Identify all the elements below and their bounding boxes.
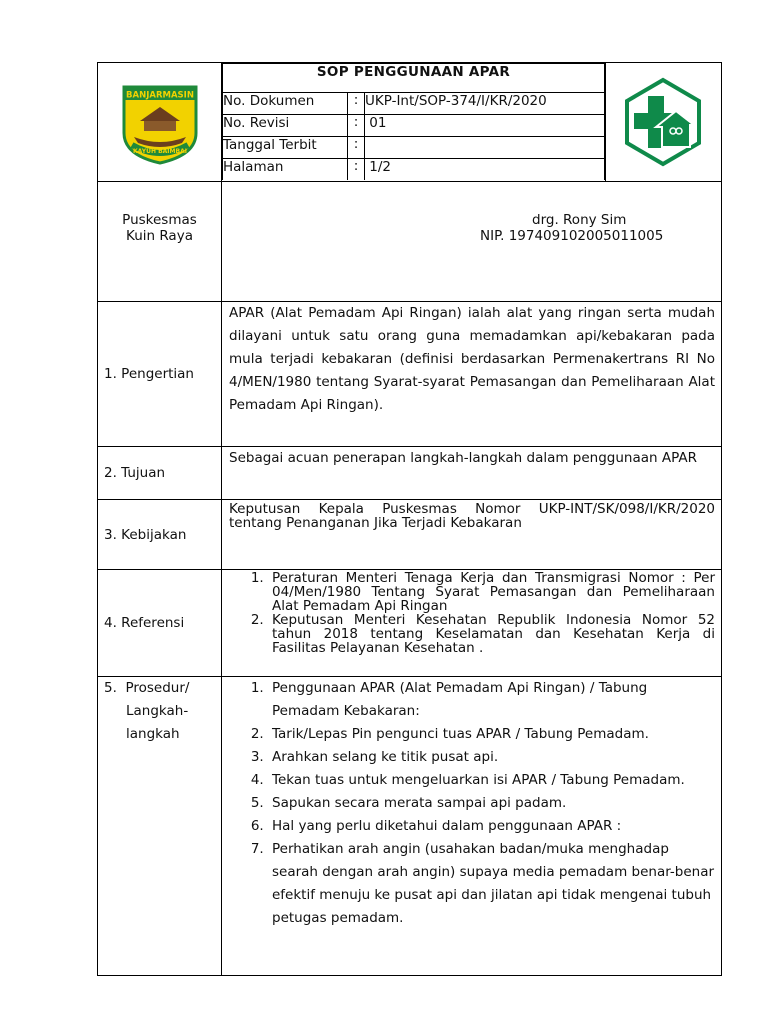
section-prosedur (98, 677, 722, 976)
document-meta-table (222, 63, 605, 180)
section-content: Sebagai acuan penerapan langkah-langkah dalam penggunaan APAR (222, 447, 722, 500)
section-content (222, 570, 722, 677)
list-item: 7. Perhatikan arah angin (usahakan badan/muka menghadap searah dengan arah angin) supaya media pemadam benar-benar efektif menuju ke pusat api dan jilatan api tidak mengenai tubuh petugas pemadam. (268, 838, 715, 930)
section-label (98, 677, 222, 976)
section-pengertian (98, 302, 722, 447)
signer-nip: NIP. 197409102005011005 (480, 228, 664, 244)
organization-name-line1: Puskesmas (122, 212, 197, 228)
meta-value: UKP-Int/SOP-374/I/KR/2020 (365, 93, 605, 115)
organization-name-line2: Kuin Raya (126, 228, 193, 244)
header-row (98, 63, 722, 182)
emblem-top-text: BANJARMASIN (126, 90, 194, 101)
meta-label: Halaman (223, 159, 348, 181)
left-logo-cell (98, 63, 222, 182)
meta-label: No. Revisi (223, 115, 348, 137)
meta-label: No. Dokumen (223, 93, 348, 115)
list-item: 2. Tarik/Lepas Pin pengunci tuas APAR / Tabung Pemadam. (268, 723, 715, 746)
approval-row (98, 182, 722, 302)
reference-list (222, 571, 715, 655)
section-label: 2. Tujuan (98, 447, 222, 500)
section-content: Keputusan Kepala Puskesmas Nomor UKP-INT/SK/098/I/KR/2020 tentang Penanganan Jika Terjadi Kebakaran (222, 500, 722, 570)
meta-separator: : (348, 159, 365, 181)
list-item: 5. Sapukan secara merata sampai api padam. (268, 792, 715, 815)
header-info-cell (222, 63, 606, 182)
list-item: 2. Keputusan Menteri Kesehatan Republik Indonesia Nomor 52 tahun 2018 tentang Keselamatan dan Kesehatan Kerja di Fasilitas Pelayanan Kesehatan . (268, 613, 715, 655)
list-item: 4. Tekan tuas untuk mengeluarkan isi APAR / Tabung Pemadam. (268, 769, 715, 792)
meta-row (223, 159, 605, 181)
sop-table (97, 62, 722, 976)
meta-label: Tanggal Terbit (223, 137, 348, 159)
list-item: 3. Arahkan selang ke titik pusat api. (268, 746, 715, 769)
section-label-line: langkah (126, 726, 180, 742)
section-label-line: Langkah- (126, 703, 189, 719)
section-content (222, 677, 722, 976)
meta-row (223, 93, 605, 115)
meta-separator: : (348, 115, 365, 137)
banjarmasin-emblem-icon (98, 63, 222, 177)
section-label: 1. Pengertian (98, 302, 222, 447)
procedure-list (222, 677, 715, 930)
document-title: SOP PENGGUNAAN APAR (223, 64, 605, 93)
section-tujuan (98, 447, 722, 500)
signer-name: drg. Rony Sim (532, 212, 627, 228)
signature-cell (222, 182, 722, 302)
section-kebijakan (98, 500, 722, 570)
meta-value (365, 137, 605, 159)
section-content: APAR (Alat Pemadam Api Ringan) ialah alat yang ringan serta mudah dilayani untuk satu orang guna memadamkan api/kebakaran pada mula terjadi kebakaran (definisi berdasarkan Permenakertrans RI No 4/MEN/1980 tentang Syarat-syarat Pemasangan dan Pemeliharaan Alat Pemadam Api Ringan). (222, 302, 722, 447)
meta-value: 1/2 (365, 159, 605, 181)
meta-separator: : (348, 137, 365, 159)
right-logo-cell (606, 63, 722, 182)
section-label: 3. Kebijakan (98, 500, 222, 570)
list-item: 6. Hal yang perlu diketahui dalam penggunaan APAR : (268, 815, 715, 838)
puskesmas-logo-icon (606, 63, 722, 177)
section-referensi (98, 570, 722, 677)
emblem-bottom-text: KAYUH BAIMBAI (133, 148, 187, 155)
organization-cell (98, 182, 222, 302)
meta-value: 01 (365, 115, 605, 137)
list-item: 1. Penggunaan APAR (Alat Pemadam Api Ringan) / Tabung Pemadam Kebakaran: (268, 677, 715, 723)
meta-row (223, 115, 605, 137)
section-label-line: 5. Prosedur/ (104, 680, 190, 696)
meta-separator: : (348, 93, 365, 115)
sop-document (97, 62, 721, 941)
list-item: 1. Peraturan Menteri Tenaga Kerja dan Transmigrasi Nomor : Per 04/Men/1980 Tentang Syarat Pemasangan dan Pemeliharaan Alat Pemadam Api Ringan (268, 571, 715, 613)
section-label: 4. Referensi (98, 570, 222, 677)
meta-row (223, 137, 605, 159)
